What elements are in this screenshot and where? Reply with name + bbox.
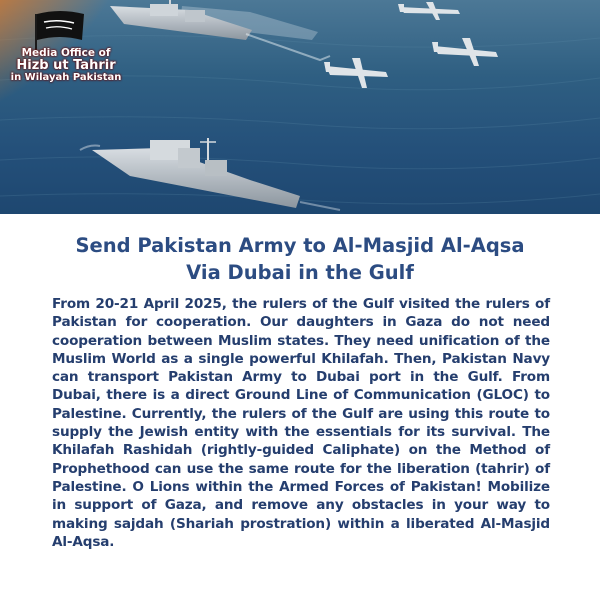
logo — [0, 0, 132, 110]
logo-caption — [10, 48, 122, 84]
logo-line-3: in Wilayah Pakistan — [10, 72, 122, 84]
hero-image — [0, 0, 600, 214]
logo-line-2: Hizb ut Tahrir — [16, 58, 116, 74]
navy-ship-icon — [80, 138, 340, 210]
maritime-patrol-aircraft-icon — [324, 58, 388, 88]
maritime-patrol-aircraft-icon — [398, 2, 460, 20]
headline — [0, 232, 600, 286]
headline-line-1: Send Pakistan Army to Al-Masjid Al-Aqsa — [75, 234, 525, 257]
headline-line-2: Via Dubai in the Gulf — [186, 261, 414, 284]
body-paragraph: From 20-21 April 2025, the rulers of the Gulf visited the rulers of Pakistan for cooperation. Our daughters in Gaza do not need cooperation between Muslim states. They need unification of the Muslim World as a single powerful Khilafah. Then, Pakistan Navy can transport Pakistan Army to Dubai port in the Gulf. From Dubai, there is a direct Ground Line of Communication (GLOC) to Palestine. Currently, the rulers of the Gulf are using this route to supply the Jewish entity with the essentials for its survival. The Khilafah Rashidah (rightly-guided Caliphate) on the Method of Prophethood can use the same route for the liberation (tahrir) of Palestine. O Lions within the Armed Forces of Pakistan! Mobilize in support of Gaza, and remove any obstacles in your way to making sajdah (Shariah prostration) within a liberated Al-Masjid Al-Aqsa. — [52, 296, 550, 550]
logo-line-1: Media Office of — [21, 47, 111, 59]
maritime-patrol-aircraft-icon — [432, 38, 498, 66]
